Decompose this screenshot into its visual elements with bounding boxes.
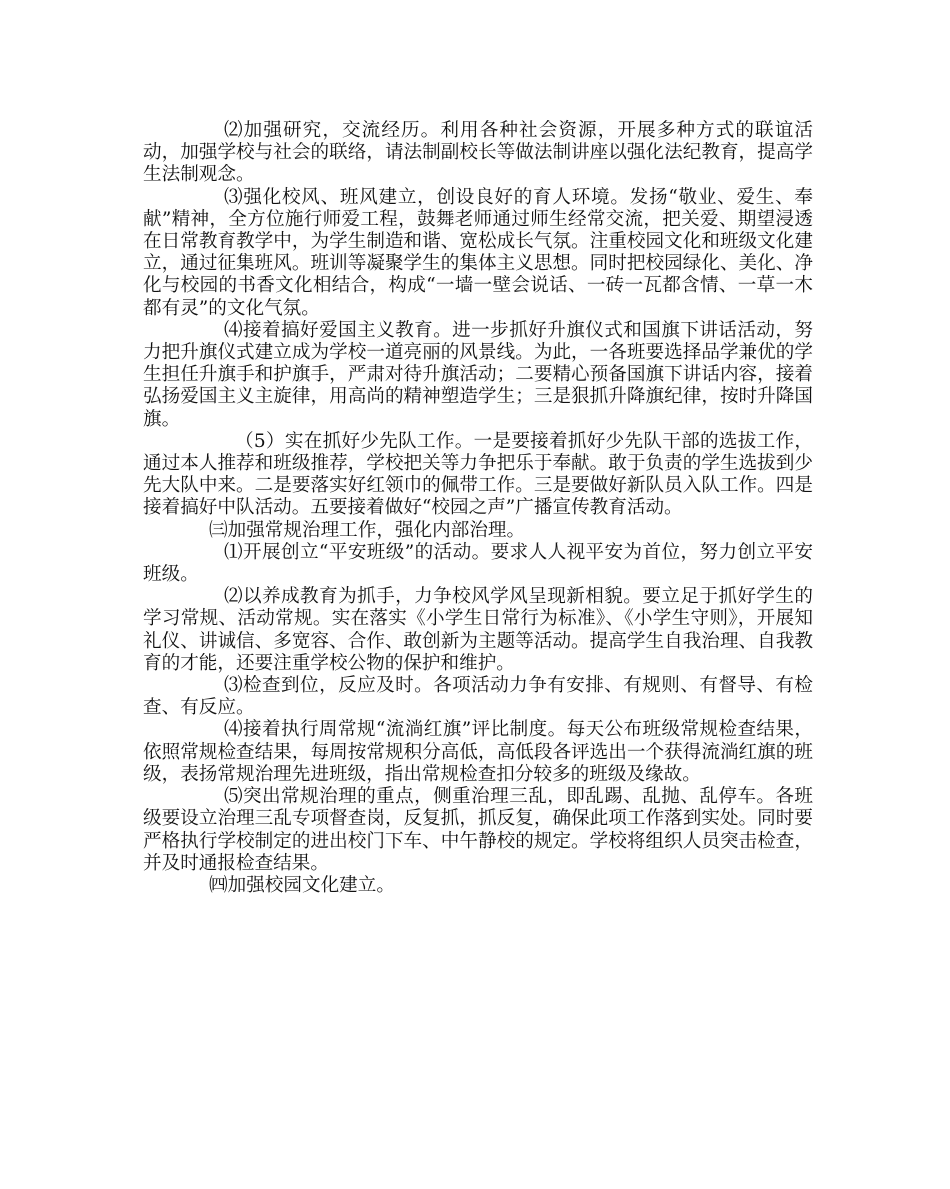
paragraph-red-flag-evaluation: ⑷接着执行周常规“流淌红旗”评比制度。每天公布班级常规检查结果，依照常规检查结果，每周按常规积分高低，高低段各评选出一个获得流淌红旗的班级，表扬常规治理先进班级，指出常规检查扣分较多的班级及缘故。 <box>143 719 813 785</box>
paragraph-safe-class: ⑴开展创立“平安班级”的活动。要求人人视平安为首位，努力创立平安班级。 <box>143 541 813 586</box>
paragraph-inspection: ⑶检查到位，反应及时。各项活动力争有安排、有规则、有督导、有检查、有反应。 <box>143 675 813 719</box>
document-body <box>143 120 813 897</box>
paragraph-three-disorders: ⑸突出常规治理的重点，侧重治理三乱，即乱踢、乱抛、乱停车。各班级要设立治理三乱专项督查岗，反复抓，抓反复，确保此项工作落到实处。同时要严格执行学校制定的进出校门下车、中午静校的规定。学校将组织人员突击检查，并及时通报检查结果。 <box>143 786 813 874</box>
section-heading-campus-culture: ㈣加强校园文化建立。 <box>209 874 395 896</box>
paragraph-strengthen-research: ⑵加强研究，交流经历。利用各种社会资源，开展多种方式的联谊活动，加强学校与社会的联络，请法制副校长等做法制讲座以强化法纪教育，提高学生法制观念。 <box>143 120 813 186</box>
section-heading-routine-management: ㈢加强常规治理工作，强化内部治理。 <box>209 519 526 541</box>
paragraph-habit-education: ⑵以养成教育为抓手，力争校风学风呈现新相貌。要立足于抓好学生的学习常规、活动常规。实在落实《小学生日常行为标准》、《小学生守则》，开展知礼仪、讲诚信、多宽容、合作、敢创新为主题等活动。提高学生自我治理、自我教育的才能，还要注重学校公物的保护和维护。 <box>143 586 813 674</box>
paragraph-young-pioneers: （5）实在抓好少先队工作。一是要接着抓好少先队干部的选拔工作，通过本人推荐和班级推荐，学校把关等力争把乐于奉献。敢于负责的学生选拔到少先大队中来。二是要落实好红领巾的佩带工作。三是要做好新队员入队工作。四是接着搞好中队活动。五要接着做好“校园之声”广播宣传教育活动。 <box>143 430 813 519</box>
paragraph-school-spirit: ⑶强化校风、班风建立，创设良好的育人环境。发扬“敬业、爱生、奉献”精神，全方位施行师爱工程，鼓舞老师通过师生经常交流，把关爱、期望浸透在日常教育教学中，为学生制造和谐、宽松成长气氛。注重校园文化和班级文化建立，通过征集班风。班训等凝聚学生的集体主义思想。同时把校园绿化、美化、净化与校园的书香文化相结合，构成“一墙一壁会说话、一砖一瓦都含情、一草一木都有灵”的文化气氛。 <box>143 186 813 319</box>
paragraph-patriotic-education: ⑷接着搞好爱国主义教育。进一步抓好升旗仪式和国旗下讲话活动，努力把升旗仪式建立成为学校一道亮丽的风景线。为此，一各班要选择品学兼优的学生担任升旗手和护旗手，严肃对待升旗活动；二要精心预备国旗下讲话内容，接着弘扬爱国主义主旋律，用高尚的精神塑造学生；三是狠抓升降旗纪律，按时升降国旗。 <box>143 319 813 430</box>
